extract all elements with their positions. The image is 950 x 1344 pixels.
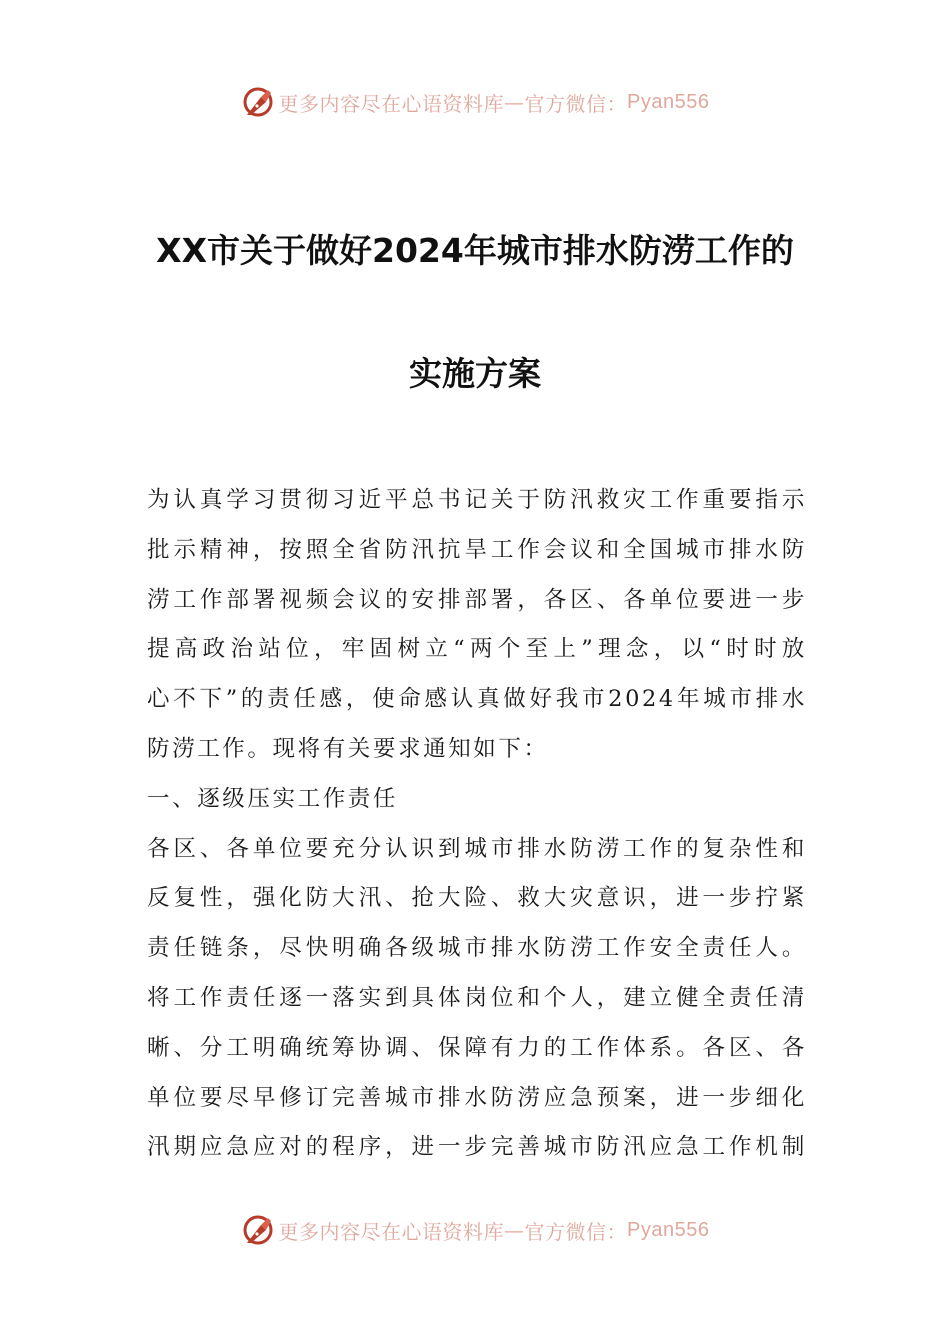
- document-title-line-1: XX市关于做好2024年城市排水防涝工作的: [156, 231, 794, 270]
- body-line: 单位要尽早修订完善城市排水防涝应急预案，进一步细化: [147, 1084, 807, 1111]
- body-line: 将工作责任逐一落实到具体岗位和个人，建立健全责任清: [147, 984, 807, 1011]
- document-body: [147, 476, 807, 1173]
- document-title-line-2: 实施方案: [409, 354, 541, 393]
- watermark-separator: —: [504, 1218, 525, 1242]
- watermark-suffix: 官方微信：: [524, 1219, 628, 1244]
- pen-nib-logo-icon: [241, 85, 275, 119]
- body-line: 提高政治站位，牢固树立“两个至上”理念，以“时时放: [147, 636, 807, 663]
- body-line: 责任链条，尽快明确各级城市排水防涝工作安全责任人。: [147, 935, 807, 962]
- body-line: 晰、分工明确统筹协调、保障有力的工作体系。各区、各: [147, 1034, 807, 1061]
- footer-watermark: [0, 1210, 950, 1250]
- body-line: 反复性，强化防大汛、抢大险、救大灾意识，进一步拧紧: [147, 885, 807, 912]
- pen-nib-logo-icon: [241, 1213, 275, 1247]
- body-line: 各区、各单位要充分认识到城市排水防涝工作的复杂性和: [147, 835, 807, 862]
- body-line: 涝工作部署视频会议的安排部署，各区、各单位要进一步: [147, 586, 807, 613]
- header-watermark: [0, 82, 950, 122]
- watermark-separator: —: [504, 90, 525, 114]
- watermark-text: 更多内容尽在心语资料库: [278, 1219, 505, 1244]
- body-line: 心不下”的责任感，使命感认真做好我市2024年城市排水: [147, 686, 807, 713]
- body-line: 汛期应急应对的程序，进一步完善城市防汛应急工作机制: [147, 1134, 807, 1161]
- section-heading: 一、逐级压实工作责任: [147, 785, 399, 812]
- watermark-text: 更多内容尽在心语资料库: [278, 91, 505, 116]
- watermark-suffix: 官方微信：: [524, 91, 628, 116]
- body-line: 防涝工作。现将有关要求通知如下：: [147, 735, 549, 762]
- body-line: 为认真学习贯彻习近平总书记关于防汛救灾工作重要指示: [147, 487, 807, 513]
- watermark-wechat-id: Pyan556: [627, 1218, 710, 1241]
- watermark-wechat-id: Pyan556: [627, 90, 710, 113]
- body-line: 批示精神，按照全省防汛抗旱工作会议和全国城市排水防: [147, 536, 807, 563]
